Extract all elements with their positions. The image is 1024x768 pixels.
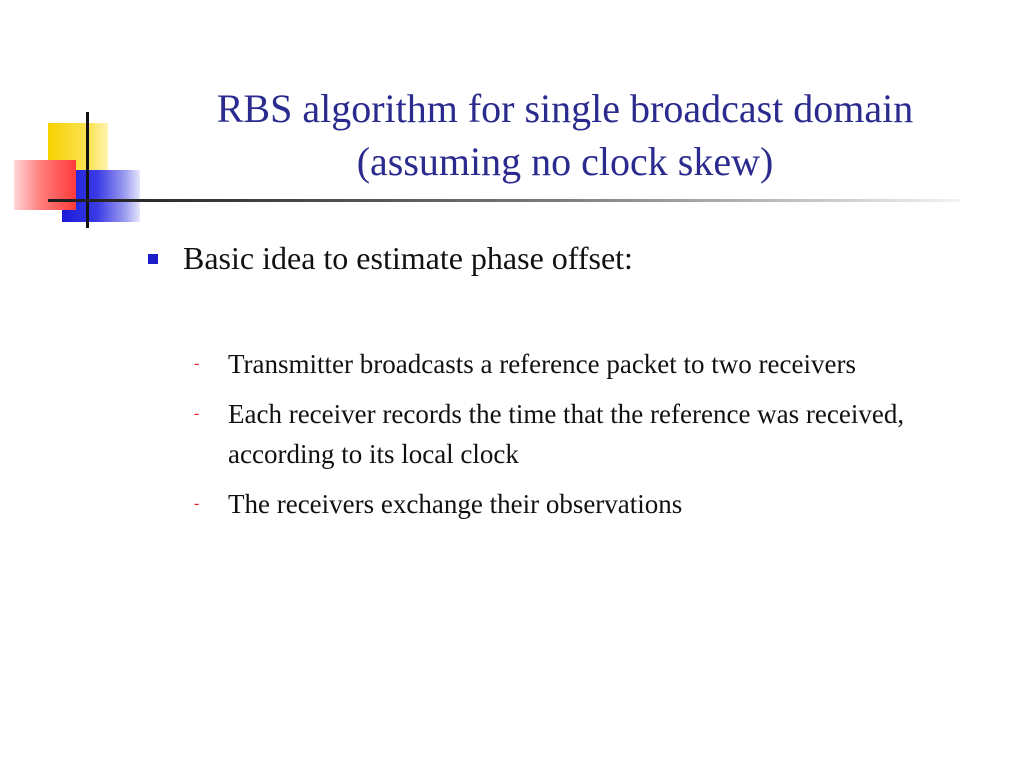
slide-body: [145, 236, 975, 534]
title-underline-rule: [48, 199, 960, 202]
decorative-logo-squares: [0, 0, 140, 240]
bullet-text: Basic idea to estimate phase offset:: [183, 240, 633, 276]
vertical-rule-line: [86, 112, 89, 228]
dash-marker-icon: -: [194, 405, 200, 422]
dash-marker-icon: -: [194, 495, 200, 512]
red-square-shape: [14, 160, 76, 210]
sub-bullet-text: Each receiver records the time that the reference was received, according to its local clock: [228, 399, 905, 469]
dash-marker-icon: -: [194, 355, 200, 372]
slide-title-line-1: RBS algorithm for single broadcast domain: [216, 86, 914, 131]
sub-bullet-item: [191, 484, 975, 524]
slide-title-line-2: (assuming no clock skew): [356, 139, 774, 184]
sub-bullet-list: [145, 344, 975, 524]
sub-bullet-text: The receivers exchange their observations: [228, 489, 683, 519]
sub-bullet-item: [191, 394, 975, 474]
square-bullet-icon: [148, 254, 158, 264]
bullet-item: [145, 236, 975, 280]
sub-bullet-text: Transmitter broadcasts a reference packet to two receivers: [228, 349, 856, 379]
sub-bullet-item: [191, 344, 975, 384]
slide-title: [130, 82, 1000, 188]
